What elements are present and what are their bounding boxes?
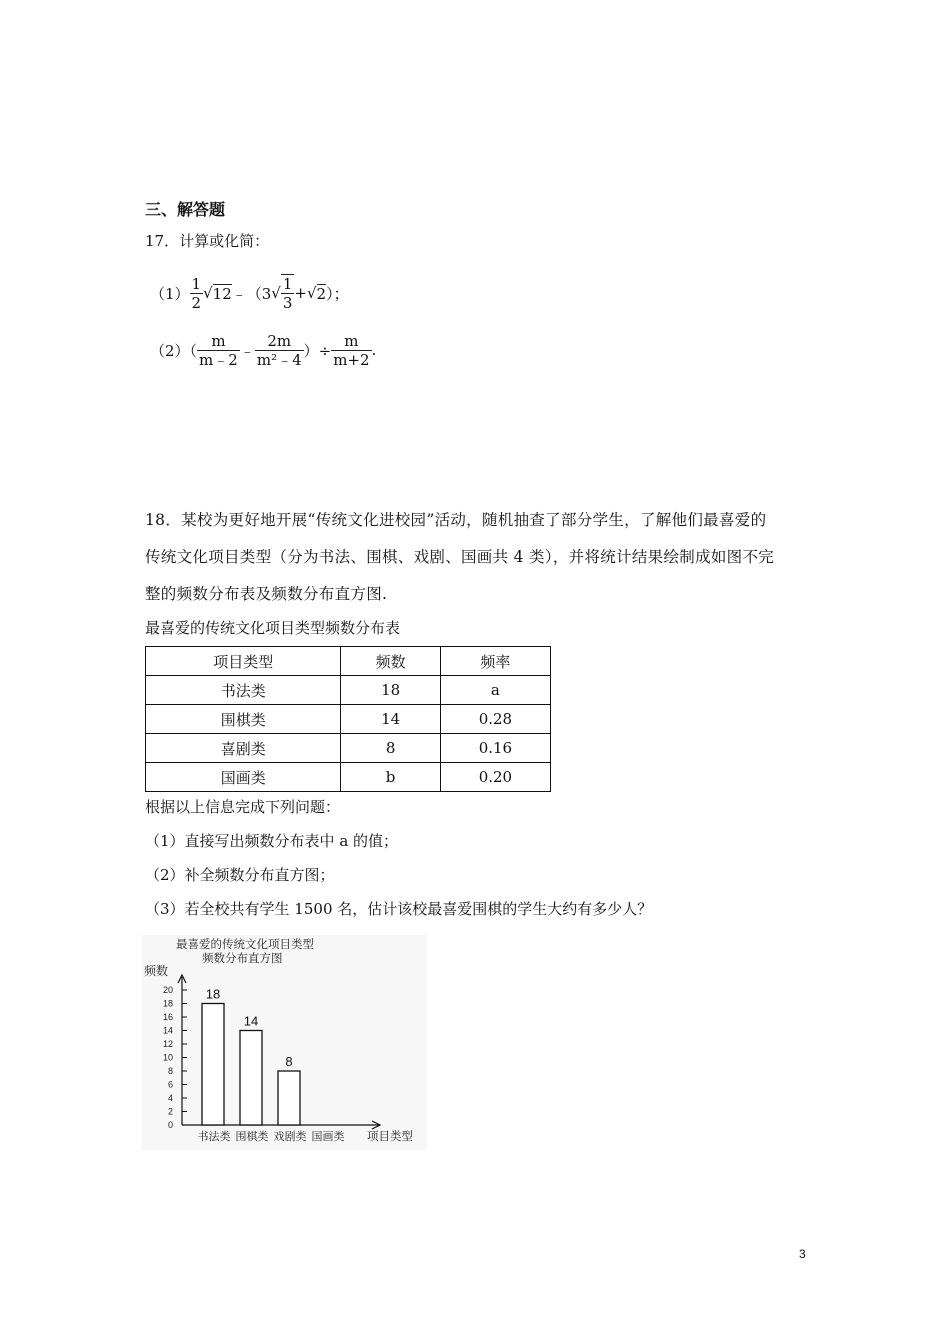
q17-p1-minus: ﹣（3	[231, 284, 272, 303]
table-row	[146, 763, 551, 792]
chart-subtitle: 频数分布直方图	[202, 953, 283, 965]
q17-p2-frac1	[197, 332, 240, 369]
table-cell: 书法类	[146, 676, 341, 705]
q17-p1-frac-num: 1	[191, 274, 202, 293]
q17-p2-frac3	[331, 332, 371, 369]
page-number: 3	[799, 1247, 806, 1261]
y-tick-label: 6	[167, 1079, 173, 1090]
chart-xlabel: 项目类型	[367, 1131, 413, 1143]
q17-p2-end: .	[371, 341, 377, 359]
q17-p1-inner-den: 3	[282, 294, 293, 312]
q17-p1-radicand: 12	[212, 284, 232, 303]
q17-p2-f3-num: m	[331, 332, 371, 351]
table-row	[146, 705, 551, 734]
table-cell: 8	[341, 734, 440, 763]
y-tick-label: 16	[162, 1012, 173, 1022]
table-row	[146, 676, 551, 705]
bar-data-label: 8	[285, 1054, 293, 1069]
bar-data-label: 18	[205, 986, 221, 1002]
histogram-chart	[142, 935, 427, 1150]
x-category-label: 国画类	[311, 1131, 345, 1143]
y-tick-label: 18	[162, 998, 173, 1009]
q18-line1: 18．某校为更好地开展“传统文化进校园”活动，随机抽查了部分学生，了解他们最喜爱的	[145, 511, 767, 529]
q17-p2-label: （2）（	[150, 341, 198, 360]
q17-p1-sqrt-sign: √	[203, 284, 213, 302]
q17-p2-f3-den: m+2	[333, 350, 370, 369]
x-category-label: 围棋类	[235, 1131, 269, 1143]
y-tick-label: 20	[162, 985, 173, 995]
sub-question-2: （2）补全频数分布直方图；	[145, 866, 335, 884]
q17-p1-end: ）；	[326, 284, 349, 303]
y-tick-label: 12	[162, 1039, 173, 1049]
q17-p1-inner-num: 1	[282, 275, 293, 293]
q17-p1-frac-den: 2	[191, 293, 202, 312]
x-category-label: 书法类	[197, 1131, 231, 1143]
x-category-label: 戏剧类	[273, 1131, 307, 1143]
y-tick-label: 10	[162, 1052, 173, 1063]
q17-p2-f1-den: m﹣2	[199, 350, 238, 369]
table-cell: 0.16	[440, 734, 550, 763]
q17-p1-radicand2: 2	[316, 284, 327, 303]
q17-p2-frac2	[255, 332, 304, 369]
q17-p2-f2-num: 2m	[255, 332, 304, 351]
q17-part1	[150, 268, 349, 318]
table-row	[146, 734, 551, 763]
bar	[202, 1004, 224, 1126]
q17-intro: 17．计算或化简：	[145, 232, 270, 250]
q17-p2-div: ）÷	[303, 341, 332, 360]
q17-p2-f1-num: m	[197, 332, 240, 351]
q17-p2-minus: ﹣	[239, 341, 255, 360]
table-header-row	[146, 647, 551, 676]
bar-data-label: 14	[243, 1013, 259, 1029]
chart-title: 最喜爱的传统文化项目类型	[176, 939, 314, 951]
follow-up-text: 根据以上信息完成下列问题：	[145, 798, 341, 816]
q17-p1-plus: +	[294, 284, 307, 302]
table-cell: 14	[341, 705, 440, 734]
y-tick-label: 2	[167, 1106, 173, 1117]
table-cell: 围棋类	[146, 705, 341, 734]
y-tick-label: 14	[162, 1025, 173, 1036]
sub-question-3: （3）若全校共有学生 1500 名，估计该校最喜爱围棋的学生大约有多少人？	[145, 900, 653, 918]
section-title: 三、解答题	[145, 200, 226, 219]
q17-p1-sqrt-sign3: √	[306, 284, 317, 302]
table-cell: 喜剧类	[146, 734, 341, 763]
table-header-cell: 项目类型	[146, 647, 341, 676]
bar	[240, 1031, 262, 1126]
q17-p1-inner-frac	[281, 274, 295, 312]
table-cell: 0.20	[440, 763, 550, 792]
table-cell: 国画类	[146, 763, 341, 792]
q17-part2	[150, 325, 376, 375]
y-tick-label: 4	[167, 1093, 173, 1103]
table-cell: b	[341, 763, 440, 792]
bar	[278, 1071, 300, 1125]
table-title: 最喜爱的传统文化项目类型频数分布表	[145, 619, 401, 637]
q17-p1-sqrt-sign2: √	[271, 284, 281, 302]
q18-line3: 整的频数分布表及频数分布直方图.	[145, 585, 388, 603]
chart-ylabel: 频数	[144, 964, 169, 978]
frequency-table	[145, 646, 551, 792]
table-header-cell: 频数	[341, 647, 440, 676]
sub-question-1: （1）直接写出频数分布表中 a 的值；	[145, 832, 399, 850]
table-cell: a	[440, 676, 550, 705]
table-cell: 0.28	[440, 705, 550, 734]
y-tick-label: 8	[167, 1066, 173, 1076]
q17-p1-frac	[190, 275, 204, 312]
q17-p1-label: （1）	[150, 284, 190, 303]
table-header-cell: 频率	[440, 647, 550, 676]
table-cell: 18	[341, 676, 440, 705]
q17-p2-f2-den: m²﹣4	[256, 350, 302, 369]
y-tick-label: 0	[167, 1120, 173, 1130]
q18-line2: 传统文化项目类型（分为书法、围棋、戏剧、国画共 4 类），并将统计结果绘制成如图不完	[145, 548, 775, 566]
